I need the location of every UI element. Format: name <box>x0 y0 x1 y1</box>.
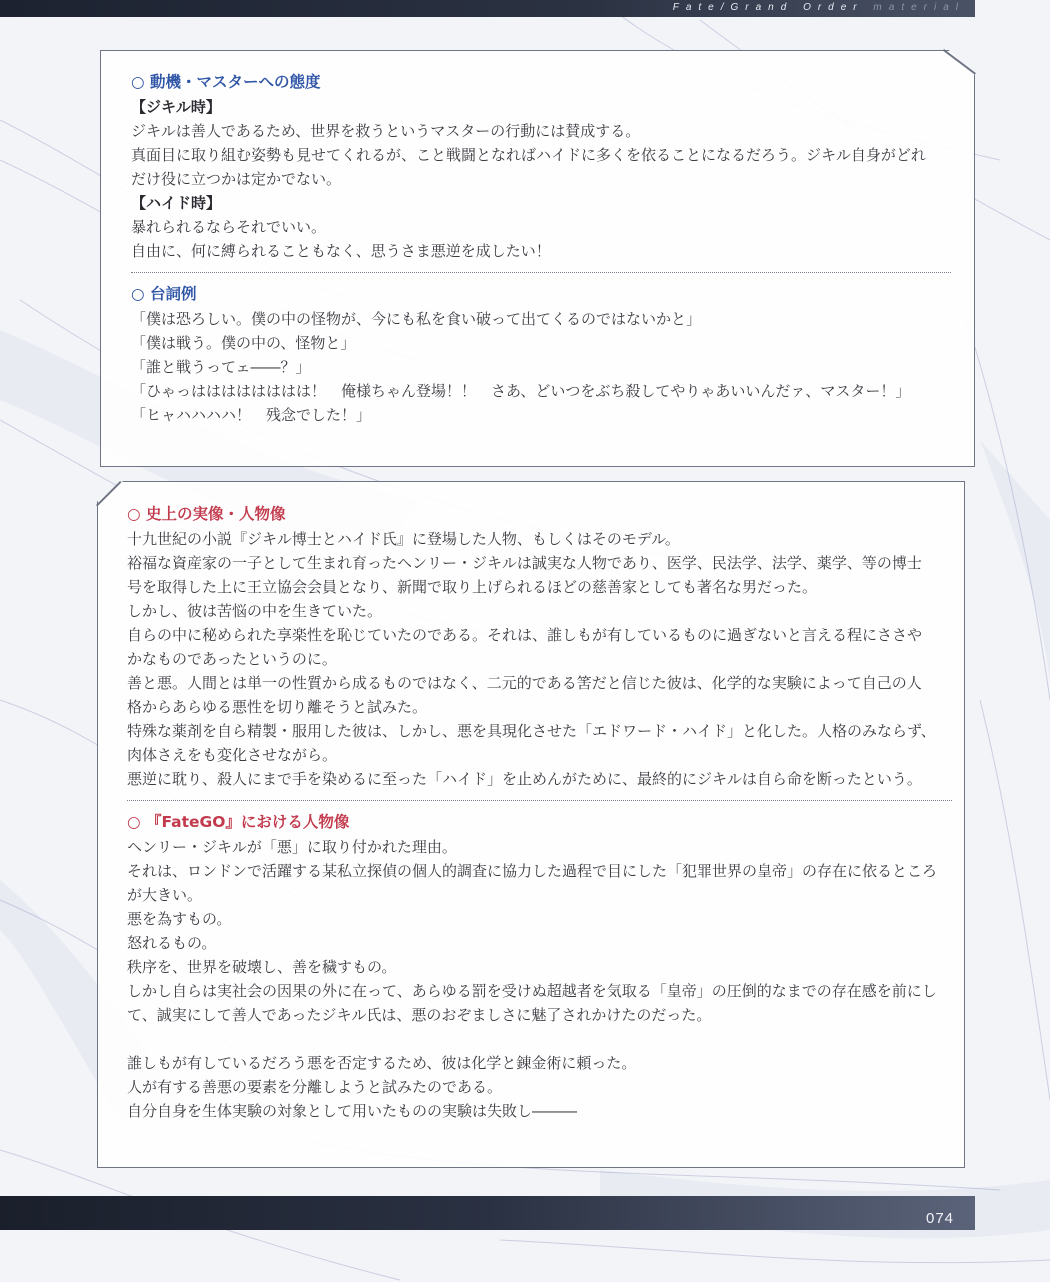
text-line: 悪を為すもの。 <box>127 910 232 928</box>
header-title-text: Fate/Grand Order <box>672 2 864 13</box>
history-content <box>127 502 952 1123</box>
text-line: 自らの中に秘められた享楽性を恥じていたのである。それは、誰しもが有しているものに過ぎないと言える程にささや <box>127 626 923 644</box>
jekyll-label: 【ジキル時】 <box>131 98 221 116</box>
quote-line: 「誰と戦うってェ――？」 <box>131 358 311 376</box>
quote-line: 「ヒャハハハハ！ 残念でした！」 <box>131 406 372 424</box>
page-number: 074 <box>926 1210 955 1227</box>
paragraph-gap <box>127 1027 952 1051</box>
text-line: 悪逆に耽り、殺人にまで手を染めるに至った「ハイド」を止めんがために、最終的にジキルは自ら命を断ったという。 <box>127 770 922 788</box>
circle-marker-icon: ○ <box>127 813 141 831</box>
dotted-divider <box>127 800 952 801</box>
text-line: 特殊な薬剤を自ら精製・服用した彼は、しかし、悪を具現化させた「エドワード・ハイド」と化した。人格のみならず、 <box>127 722 936 740</box>
text-line: 自由に、何に縛られることもなく、思うさま悪逆を成したい！ <box>131 242 551 260</box>
quote-line: 「僕は戦う。僕の中の、怪物と」 <box>131 334 356 352</box>
section-title-text: 動機・マスターへの態度 <box>149 73 321 91</box>
circle-marker-icon: ○ <box>127 505 141 523</box>
text-line: 怒れるもの。 <box>127 934 217 952</box>
section-title-motivation <box>131 70 951 95</box>
text-line: 自分自身を生体実験の対象として用いたものの実験は失敗し――― <box>127 1102 578 1120</box>
text-line: が大きい。 <box>127 886 203 904</box>
text-line: 格からあらゆる悪性を切り離そうと試みた。 <box>127 698 428 716</box>
header-title <box>673 2 965 13</box>
circle-marker-icon: ○ <box>131 285 145 303</box>
section-title-text: 『FateGO』における人物像 <box>145 813 350 831</box>
text-line: て、誠実にして善人であったジキル氏は、悪のおぞましさに魅了されかけたのだった。 <box>127 1006 712 1024</box>
text-line: しかし、彼は苦悩の中を生きていた。 <box>127 602 383 620</box>
motivation-content <box>131 70 951 427</box>
text-line: 号を取得した上に王立協会会員となり、新聞で取り上げられるほどの慈善家としても著名な男だった。 <box>127 578 818 596</box>
footer-bar <box>0 1196 975 1230</box>
text-line: 善と悪。人間とは単一の性質から成るものではなく、二元的である筈だと信じた彼は、化学的な実験によって自己の人 <box>127 674 922 692</box>
text-line: 誰しもが有しているだろう悪を否定するため、彼は化学と錬金術に頼った。 <box>127 1054 637 1072</box>
text-line: 真面目に取り組む姿勢も見せてくれるが、こと戦闘となればハイドに多くを依ることになるだろう。ジキル自身がどれ <box>131 146 926 164</box>
section-title-fatego <box>127 810 952 835</box>
header-bar <box>0 0 975 17</box>
text-line: ジキルは善人であるため、世界を救うというマスターの行動には賛成する。 <box>131 122 641 140</box>
section-title-quotes <box>131 282 951 307</box>
quote-line: 「ひゃっはははははははは！ 俺様ちゃん登場！！ さあ、どいつをぶち殺してやりゃあいいんだァ、マスター！」 <box>131 382 911 400</box>
text-line: 秩序を、世界を破壊し、善を穢すもの。 <box>127 958 397 976</box>
section-title-text: 台詞例 <box>149 285 197 303</box>
header-subtitle: material <box>873 2 965 13</box>
text-line: 肉体さえをも変化させながら。 <box>127 746 338 764</box>
text-line: それは、ロンドンで活躍する某私立探偵の個人的調査に協力した過程で目にした「犯罪世界の皇帝」の存在に依るところ <box>127 862 938 880</box>
text-line: だけ役に立つかは定かでない。 <box>131 170 342 188</box>
section-title-text: 史上の実像・人物像 <box>145 505 286 523</box>
text-line: 裕福な資産家の一子として生まれ育ったヘンリー・ジキルは誠実な人物であり、医学、民法学、法学、薬学、等の博士 <box>127 554 922 572</box>
text-line: しかし自らは実社会の因果の外に在って、あらゆる罰を受けぬ超越者を気取る「皇帝」の圧倒的なまでの存在感を前にし <box>127 982 937 1000</box>
dotted-divider <box>131 272 951 273</box>
circle-marker-icon: ○ <box>131 73 145 91</box>
text-line: 暴れられるならそれでいい。 <box>131 218 327 236</box>
section-title-history <box>127 502 952 527</box>
text-line: ヘンリー・ジキルが「悪」に取り付かれた理由。 <box>127 838 457 856</box>
text-line: 人が有する善悪の要素を分離しようと試みたのである。 <box>127 1078 503 1096</box>
text-line: かなものであったというのに。 <box>127 650 337 668</box>
text-line: 十九世紀の小説『ジキル博士とハイド氏』に登場した人物、もしくはそのモデル。 <box>127 530 680 548</box>
quote-line: 「僕は恐ろしい。僕の中の怪物が、今にも私を食い破って出てくるのではないかと」 <box>131 310 702 328</box>
hyde-label: 【ハイド時】 <box>131 194 222 212</box>
